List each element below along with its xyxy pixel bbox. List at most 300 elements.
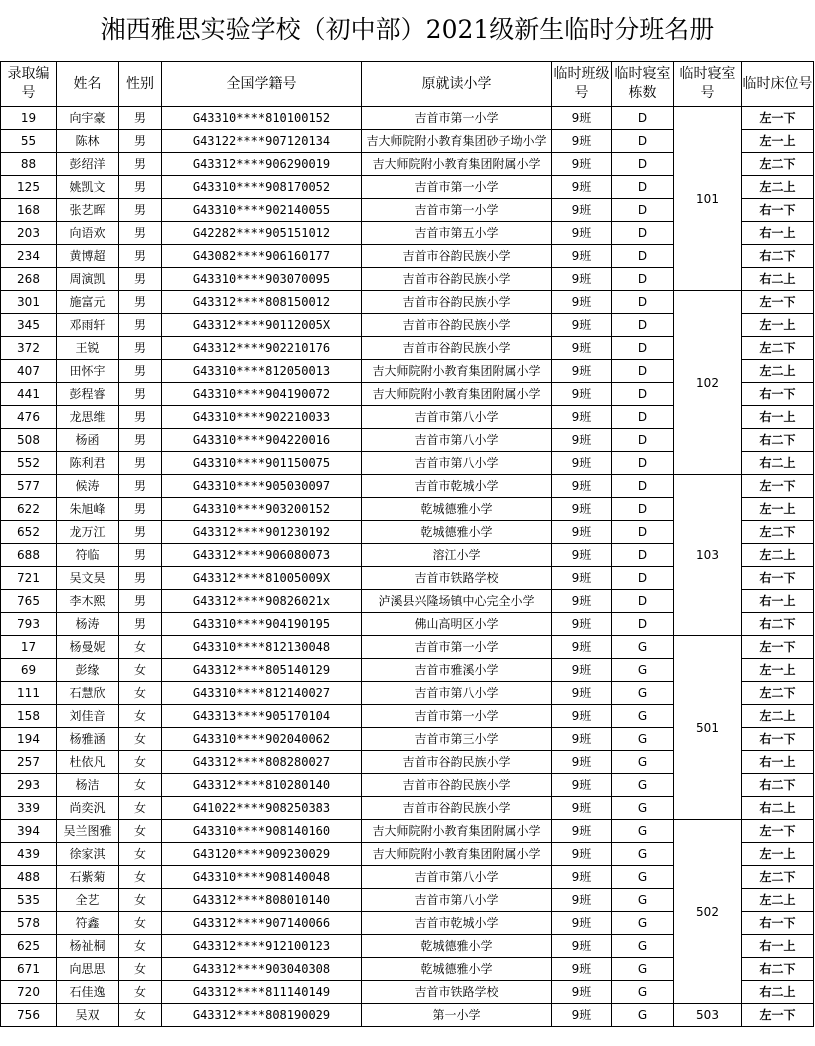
cell-primary-school: 吉首市第一小学 [362,107,552,130]
cell-admission-no: 756 [1,1004,57,1027]
cell-bed-no: 左一上 [742,314,814,337]
cell-bed-no: 右一下 [742,912,814,935]
cell-admission-no: 69 [1,659,57,682]
col-header-dorm-room: 临时寝室号 [674,62,742,107]
cell-admission-no: 577 [1,475,57,498]
cell-primary-school: 吉大师院附小教育集团附属小学 [362,383,552,406]
cell-student-id: G43310****810100152 [162,107,362,130]
cell-gender: 男 [119,291,162,314]
cell-class-no: 9班 [552,429,612,452]
cell-primary-school: 吉首市乾城小学 [362,475,552,498]
cell-class-no: 9班 [552,728,612,751]
cell-admission-no: 622 [1,498,57,521]
cell-primary-school: 乾城德雅小学 [362,498,552,521]
cell-dorm-building: G [612,889,674,912]
cell-dorm-building: G [612,912,674,935]
cell-primary-school: 吉首市谷韵民族小学 [362,797,552,820]
cell-primary-school: 吉首市第三小学 [362,728,552,751]
cell-name: 向思思 [57,958,119,981]
cell-class-no: 9班 [552,820,612,843]
cell-dorm-building: G [612,981,674,1004]
cell-gender: 男 [119,590,162,613]
cell-gender: 女 [119,935,162,958]
cell-bed-no: 右一上 [742,222,814,245]
cell-dorm-building: G [612,866,674,889]
cell-gender: 女 [119,958,162,981]
cell-dorm-building: D [612,199,674,222]
col-header-admission-no: 录取编号 [1,62,57,107]
cell-bed-no: 左一上 [742,498,814,521]
col-header-bed-no: 临时床位号 [742,62,814,107]
cell-gender: 男 [119,406,162,429]
cell-class-no: 9班 [552,981,612,1004]
cell-dorm-building: D [612,383,674,406]
cell-admission-no: 578 [1,912,57,935]
cell-dorm-building: G [612,935,674,958]
table-row [1,820,814,843]
cell-class-no: 9班 [552,935,612,958]
cell-dorm-building: D [612,153,674,176]
cell-student-id: G43312****811140149 [162,981,362,1004]
cell-bed-no: 右一下 [742,567,814,590]
cell-primary-school: 溶江小学 [362,544,552,567]
cell-student-id: G43310****903200152 [162,498,362,521]
cell-name: 杨曼妮 [57,636,119,659]
cell-gender: 男 [119,222,162,245]
cell-class-no: 9班 [552,360,612,383]
cell-class-no: 9班 [552,245,612,268]
cell-name: 李木熙 [57,590,119,613]
cell-class-no: 9班 [552,1004,612,1027]
cell-name: 彭绍洋 [57,153,119,176]
cell-admission-no: 488 [1,866,57,889]
cell-student-id: G43310****908170052 [162,176,362,199]
cell-name: 杨洁 [57,774,119,797]
cell-dorm-room: 503 [674,1004,742,1027]
cell-student-id: G43312****808010140 [162,889,362,912]
cell-gender: 女 [119,912,162,935]
cell-primary-school: 吉大师院附小教育集团砂子坳小学 [362,130,552,153]
cell-gender: 男 [119,613,162,636]
cell-name: 张艺晖 [57,199,119,222]
cell-student-id: G43312****907140066 [162,912,362,935]
cell-name: 田怀宇 [57,360,119,383]
cell-gender: 女 [119,751,162,774]
cell-dorm-building: D [612,245,674,268]
cell-dorm-building: G [612,1004,674,1027]
cell-student-id: G42282****905151012 [162,222,362,245]
cell-primary-school: 吉首市谷韵民族小学 [362,314,552,337]
cell-admission-no: 158 [1,705,57,728]
cell-name: 姚凯文 [57,176,119,199]
cell-name: 朱旭峰 [57,498,119,521]
roster-body [1,107,814,1027]
cell-dorm-building: G [612,728,674,751]
cell-class-no: 9班 [552,521,612,544]
cell-student-id: G43313****905170104 [162,705,362,728]
cell-dorm-building: G [612,705,674,728]
cell-admission-no: 168 [1,199,57,222]
cell-gender: 女 [119,797,162,820]
table-row [1,107,814,130]
cell-admission-no: 439 [1,843,57,866]
cell-student-id: G43310****902140055 [162,199,362,222]
cell-student-id: G43310****908140048 [162,866,362,889]
cell-bed-no: 左二上 [742,705,814,728]
cell-dorm-building: G [612,820,674,843]
cell-dorm-room: 501 [674,636,742,820]
cell-admission-no: 476 [1,406,57,429]
cell-gender: 女 [119,682,162,705]
cell-gender: 男 [119,268,162,291]
cell-dorm-building: G [612,774,674,797]
cell-gender: 女 [119,820,162,843]
cell-gender: 女 [119,889,162,912]
cell-bed-no: 右一上 [742,935,814,958]
col-header-primary-school: 原就读小学 [362,62,552,107]
col-header-name: 姓名 [57,62,119,107]
cell-bed-no: 左二下 [742,866,814,889]
cell-class-no: 9班 [552,475,612,498]
cell-dorm-building: D [612,268,674,291]
cell-student-id: G43312****805140129 [162,659,362,682]
cell-admission-no: 293 [1,774,57,797]
cell-class-no: 9班 [552,889,612,912]
cell-class-no: 9班 [552,199,612,222]
cell-name: 向语欢 [57,222,119,245]
cell-name: 徐家淇 [57,843,119,866]
cell-gender: 男 [119,107,162,130]
cell-dorm-building: D [612,429,674,452]
cell-primary-school: 吉首市谷韵民族小学 [362,751,552,774]
cell-name: 陈林 [57,130,119,153]
cell-student-id: G43310****903070095 [162,268,362,291]
cell-admission-no: 625 [1,935,57,958]
cell-dorm-building: G [612,682,674,705]
cell-dorm-building: D [612,544,674,567]
cell-class-no: 9班 [552,268,612,291]
cell-dorm-building: D [612,176,674,199]
table-row [1,636,814,659]
cell-bed-no: 右一上 [742,406,814,429]
cell-name: 杨涛 [57,613,119,636]
cell-bed-no: 左一下 [742,291,814,314]
cell-name: 杨祉桐 [57,935,119,958]
cell-class-no: 9班 [552,291,612,314]
cell-primary-school: 吉首市第八小学 [362,866,552,889]
cell-student-id: G43312****901230192 [162,521,362,544]
col-header-student-id: 全国学籍号 [162,62,362,107]
cell-class-no: 9班 [552,866,612,889]
cell-admission-no: 652 [1,521,57,544]
cell-name: 吴文昊 [57,567,119,590]
cell-bed-no: 左一下 [742,107,814,130]
cell-bed-no: 右一下 [742,199,814,222]
cell-class-no: 9班 [552,590,612,613]
cell-class-no: 9班 [552,774,612,797]
cell-student-id: G43310****908140160 [162,820,362,843]
class-roster-table [0,61,814,1027]
cell-student-id: G43312****912100123 [162,935,362,958]
cell-admission-no: 535 [1,889,57,912]
cell-gender: 男 [119,314,162,337]
cell-dorm-building: D [612,521,674,544]
cell-admission-no: 111 [1,682,57,705]
cell-dorm-building: G [612,958,674,981]
cell-primary-school: 吉首市谷韵民族小学 [362,774,552,797]
cell-gender: 男 [119,176,162,199]
cell-gender: 男 [119,245,162,268]
cell-primary-school: 吉首市铁路学校 [362,981,552,1004]
cell-dorm-building: D [612,107,674,130]
cell-primary-school: 吉首市乾城小学 [362,912,552,935]
cell-admission-no: 257 [1,751,57,774]
cell-student-id: G43312****808150012 [162,291,362,314]
cell-gender: 男 [119,452,162,475]
cell-student-id: G43312****808190029 [162,1004,362,1027]
cell-class-no: 9班 [552,314,612,337]
cell-class-no: 9班 [552,222,612,245]
cell-primary-school: 吉首市第八小学 [362,682,552,705]
cell-student-id: G43310****901150075 [162,452,362,475]
cell-primary-school: 乾城德雅小学 [362,521,552,544]
cell-dorm-building: G [612,659,674,682]
cell-gender: 男 [119,153,162,176]
cell-gender: 女 [119,981,162,1004]
cell-primary-school: 吉首市谷韵民族小学 [362,245,552,268]
cell-class-no: 9班 [552,797,612,820]
cell-class-no: 9班 [552,544,612,567]
cell-name: 王锐 [57,337,119,360]
cell-student-id: G43310****902040062 [162,728,362,751]
cell-name: 龙万江 [57,521,119,544]
cell-admission-no: 671 [1,958,57,981]
cell-name: 石紫菊 [57,866,119,889]
cell-bed-no: 左二下 [742,153,814,176]
cell-bed-no: 左一下 [742,636,814,659]
cell-student-id: G43310****904220016 [162,429,362,452]
cell-admission-no: 203 [1,222,57,245]
cell-bed-no: 右二上 [742,268,814,291]
cell-primary-school: 吉首市第一小学 [362,176,552,199]
cell-name: 周演凯 [57,268,119,291]
cell-gender: 女 [119,1004,162,1027]
cell-student-id: G43312****81005009X [162,567,362,590]
cell-primary-school: 吉首市第五小学 [362,222,552,245]
cell-student-id: G43310****902210033 [162,406,362,429]
cell-dorm-building: G [612,751,674,774]
cell-class-no: 9班 [552,705,612,728]
cell-name: 彭缘 [57,659,119,682]
cell-name: 符鑫 [57,912,119,935]
cell-name: 杨雅涵 [57,728,119,751]
cell-student-id: G43310****812130048 [162,636,362,659]
cell-dorm-room: 102 [674,291,742,475]
cell-bed-no: 左二下 [742,521,814,544]
cell-primary-school: 吉大师院附小教育集团附属小学 [362,153,552,176]
col-header-class-no: 临时班级号 [552,62,612,107]
cell-primary-school: 吉首市第一小学 [362,636,552,659]
cell-bed-no: 左一上 [742,659,814,682]
cell-dorm-building: D [612,130,674,153]
cell-gender: 男 [119,360,162,383]
cell-gender: 男 [119,544,162,567]
cell-class-no: 9班 [552,659,612,682]
cell-admission-no: 88 [1,153,57,176]
cell-bed-no: 左二下 [742,682,814,705]
cell-student-id: G43312****906290019 [162,153,362,176]
cell-bed-no: 右一下 [742,728,814,751]
cell-dorm-room: 101 [674,107,742,291]
cell-admission-no: 234 [1,245,57,268]
cell-student-id: G43310****904190072 [162,383,362,406]
cell-bed-no: 左二上 [742,544,814,567]
cell-bed-no: 左二上 [742,176,814,199]
cell-student-id: G43312****808280027 [162,751,362,774]
cell-student-id: G43312****902210176 [162,337,362,360]
cell-admission-no: 125 [1,176,57,199]
cell-gender: 女 [119,866,162,889]
cell-bed-no: 左一上 [742,130,814,153]
cell-bed-no: 右一上 [742,751,814,774]
cell-student-id: G43122****907120134 [162,130,362,153]
cell-name: 吴双 [57,1004,119,1027]
cell-student-id: G43082****906160177 [162,245,362,268]
cell-name: 杜依凡 [57,751,119,774]
cell-primary-school: 吉首市雅溪小学 [362,659,552,682]
cell-dorm-building: G [612,797,674,820]
cell-gender: 男 [119,498,162,521]
cell-class-no: 9班 [552,107,612,130]
cell-name: 邓雨轩 [57,314,119,337]
cell-primary-school: 泸溪县兴隆场镇中心完全小学 [362,590,552,613]
cell-dorm-building: D [612,452,674,475]
cell-admission-no: 339 [1,797,57,820]
cell-admission-no: 552 [1,452,57,475]
cell-gender: 男 [119,475,162,498]
cell-primary-school: 第一小学 [362,1004,552,1027]
cell-class-no: 9班 [552,843,612,866]
cell-bed-no: 左二上 [742,889,814,912]
cell-admission-no: 301 [1,291,57,314]
cell-gender: 女 [119,728,162,751]
cell-class-no: 9班 [552,130,612,153]
cell-class-no: 9班 [552,958,612,981]
cell-gender: 女 [119,774,162,797]
cell-primary-school: 乾城德雅小学 [362,958,552,981]
cell-bed-no: 右二上 [742,452,814,475]
cell-class-no: 9班 [552,337,612,360]
cell-bed-no: 左一上 [742,843,814,866]
cell-primary-school: 吉首市第八小学 [362,452,552,475]
cell-student-id: G41022****908250383 [162,797,362,820]
cell-dorm-room: 103 [674,475,742,636]
cell-bed-no: 右二下 [742,429,814,452]
cell-bed-no: 左一下 [742,1004,814,1027]
cell-name: 陈利君 [57,452,119,475]
cell-bed-no: 左二上 [742,360,814,383]
page-title: 湘西雅思实验学校（初中部）2021级新生临时分班名册 [100,15,715,44]
cell-admission-no: 765 [1,590,57,613]
cell-student-id: G43310****904190195 [162,613,362,636]
cell-gender: 男 [119,337,162,360]
cell-primary-school: 吉大师院附小教育集团附属小学 [362,843,552,866]
cell-admission-no: 407 [1,360,57,383]
cell-bed-no: 右一上 [742,590,814,613]
cell-gender: 女 [119,636,162,659]
cell-bed-no: 右二下 [742,958,814,981]
cell-primary-school: 吉大师院附小教育集团附属小学 [362,360,552,383]
cell-student-id: G43312****903040308 [162,958,362,981]
cell-name: 向宇豪 [57,107,119,130]
cell-dorm-building: D [612,613,674,636]
cell-class-no: 9班 [552,751,612,774]
cell-gender: 男 [119,130,162,153]
cell-bed-no: 左二下 [742,337,814,360]
cell-bed-no: 右二上 [742,981,814,1004]
cell-class-no: 9班 [552,912,612,935]
table-row [1,291,814,314]
cell-gender: 男 [119,383,162,406]
cell-student-id: G43312****906080073 [162,544,362,567]
cell-name: 彭程睿 [57,383,119,406]
cell-primary-school: 吉首市第一小学 [362,705,552,728]
cell-name: 石慧欣 [57,682,119,705]
cell-dorm-building: D [612,406,674,429]
cell-dorm-building: D [612,590,674,613]
cell-dorm-building: D [612,360,674,383]
cell-primary-school: 吉首市谷韵民族小学 [362,291,552,314]
cell-name: 杨函 [57,429,119,452]
cell-class-no: 9班 [552,176,612,199]
cell-bed-no: 右一下 [742,383,814,406]
cell-primary-school: 吉首市谷韵民族小学 [362,337,552,360]
cell-class-no: 9班 [552,567,612,590]
cell-primary-school: 吉大师院附小教育集团附属小学 [362,820,552,843]
cell-name: 刘佳音 [57,705,119,728]
cell-primary-school: 吉首市第一小学 [362,199,552,222]
cell-gender: 女 [119,843,162,866]
cell-gender: 男 [119,521,162,544]
cell-student-id: G43310****812050013 [162,360,362,383]
cell-student-id: G43312****90112005X [162,314,362,337]
table-row [1,475,814,498]
cell-admission-no: 441 [1,383,57,406]
cell-admission-no: 194 [1,728,57,751]
cell-dorm-building: D [612,498,674,521]
cell-name: 尚奕汎 [57,797,119,820]
cell-name: 龙思维 [57,406,119,429]
cell-admission-no: 394 [1,820,57,843]
cell-class-no: 9班 [552,153,612,176]
cell-dorm-building: D [612,337,674,360]
cell-student-id: G43312****810280140 [162,774,362,797]
cell-bed-no: 右二下 [742,613,814,636]
cell-name: 候涛 [57,475,119,498]
cell-class-no: 9班 [552,636,612,659]
col-header-dorm-building: 临时寝室栋数 [612,62,674,107]
cell-class-no: 9班 [552,682,612,705]
cell-name: 全艺 [57,889,119,912]
cell-admission-no: 17 [1,636,57,659]
cell-admission-no: 721 [1,567,57,590]
cell-dorm-room: 502 [674,820,742,1004]
cell-class-no: 9班 [552,498,612,521]
cell-bed-no: 右二下 [742,774,814,797]
cell-gender: 男 [119,567,162,590]
cell-name: 吴兰图雅 [57,820,119,843]
cell-gender: 女 [119,659,162,682]
